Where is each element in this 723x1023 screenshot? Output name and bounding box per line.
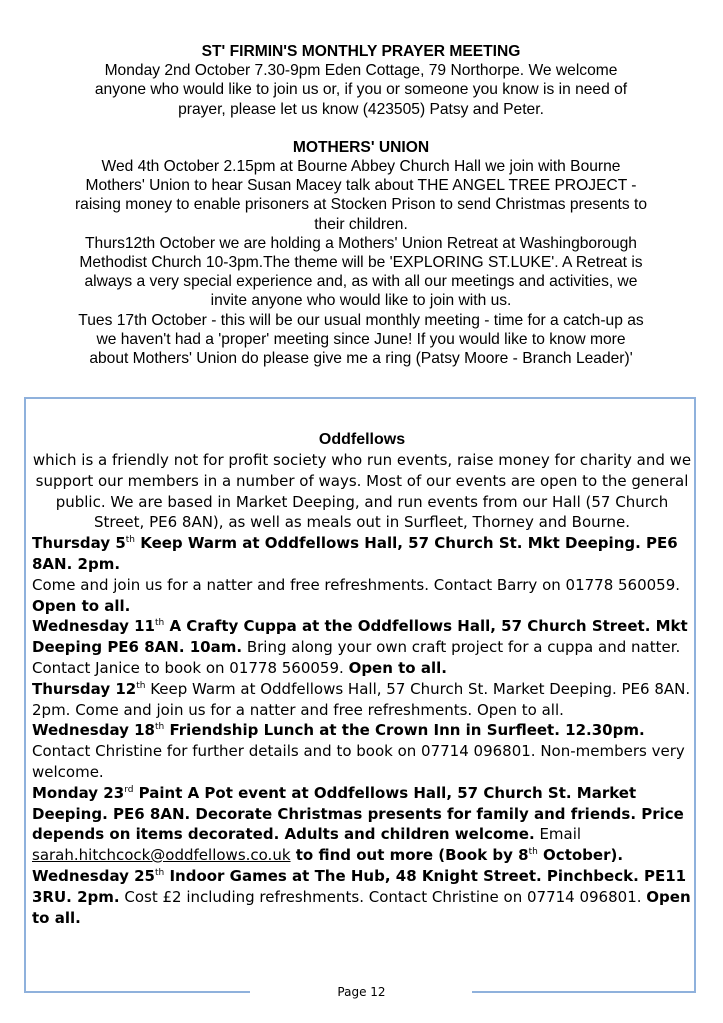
mothers-union-title: MOTHERS' UNION — [292, 138, 430, 156]
mu-line: about Mothers' Union do please give me a ring (Patsy Moore - Branch Leader)' — [89, 350, 633, 368]
oddfellows-content — [32, 430, 692, 928]
event-item: Thursday 5th Keep Warm at Oddfellows Hall, 57 Church St. Mkt Deeping. PE6 8AN. 2pm. Come and join us for a natter and free refreshments. Contact Barry on 01778 560059. Open to all. — [32, 534, 681, 615]
mu-line: raising money to enable prisoners at Stocken Prison to send Christmas presents to — [74, 196, 648, 214]
oddfellows-intro: which is a friendly not for profit society who run events, raise money for charity and we support our members in a number of ways. Most of our events are open to the general public. We are based in Market Deeping, and run events from our Hall (57 Church Street, PE6 8AN), as well as meals out in Surfleet, Thorney and Bourne. — [32, 451, 692, 532]
mu-line: Methodist Church 10-3pm.The theme will be 'EXPLORING ST.LUKE'. A Retreat is — [79, 254, 643, 272]
event-item: Wednesday 18th Friendship Lunch at the Crown Inn in Surfleet. 12.30pm. Contact Christine for further details and to book on 07714 096801. Non-members very welcome. — [32, 721, 685, 781]
mu-line: Thurs12th October we are holding a Mothers' Union Retreat at Washingborough — [85, 234, 637, 252]
mu-line: Tues 17th October - this will be our usual monthly meeting - time for a catch-up as — [78, 311, 644, 329]
event-item: Monday 23rd Paint A Pot event at Oddfellows Hall, 57 Church St. Market Deeping. PE6 8AN. Decorate Christmas presents for family and friends. Price depends on items decorated. Adults and children welcome. Email sarah.hitchcock@oddfellows.co.uk to find out more (Book by 8th October). — [32, 783, 684, 865]
mu-line: invite anyone who would like to join with us. — [210, 292, 512, 310]
mu-line: we haven't had a 'proper' meeting since June! If you would like to know more — [96, 330, 626, 348]
mu-line: their children. — [314, 215, 408, 233]
church-notices — [28, 42, 694, 368]
event-item: Thursday 12th Keep Warm at Oddfellows Hall, 57 Church St. Market Deeping. PE6 8AN. 2pm. Come and join us for a natter and free refreshments. Open to all. — [32, 679, 691, 719]
mu-line: Wed 4th October 2.15pm at Bourne Abbey Church Hall we join with Bourne — [101, 158, 621, 176]
page-number: Page 12 — [337, 985, 386, 999]
prayer-line: prayer, please let us know (423505) Patsy and Peter. — [178, 100, 544, 118]
event-item: Wednesday 11th A Crafty Cuppa at the Oddfellows Hall, 57 Church Street. Mkt Deeping PE6 8AN. 10am. Bring along your own craft project for a cuppa and natter. Contact Janice to book on 01778 560059. Open to all. — [32, 617, 688, 677]
event-item: Wednesday 25th Indoor Games at The Hub, 48 Knight Street. Pinchbeck. PE11 3RU. 2pm. Cost £2 including refreshments. Contact Christine on 07714 096801. Open to all. — [32, 866, 691, 927]
prayer-meeting-title: ST' FIRMIN'S MONTHLY PRAYER MEETING — [201, 43, 521, 60]
prayer-line: anyone who would like to join us or, if you or someone you know is in need of — [94, 81, 628, 99]
mu-line: always a very special experience and, as with all our meetings and activities, we — [84, 273, 638, 291]
email-link[interactable]: sarah.hitchcock@oddfellows.co.uk — [32, 846, 291, 865]
mu-line: Mothers' Union to hear Susan Macey talk about THE ANGEL TREE PROJECT - — [85, 177, 637, 195]
oddfellows-title: Oddfellows — [318, 431, 406, 448]
prayer-line: Monday 2nd October 7.30-9pm Eden Cottage, 79 Northorpe. We welcome — [104, 62, 618, 80]
